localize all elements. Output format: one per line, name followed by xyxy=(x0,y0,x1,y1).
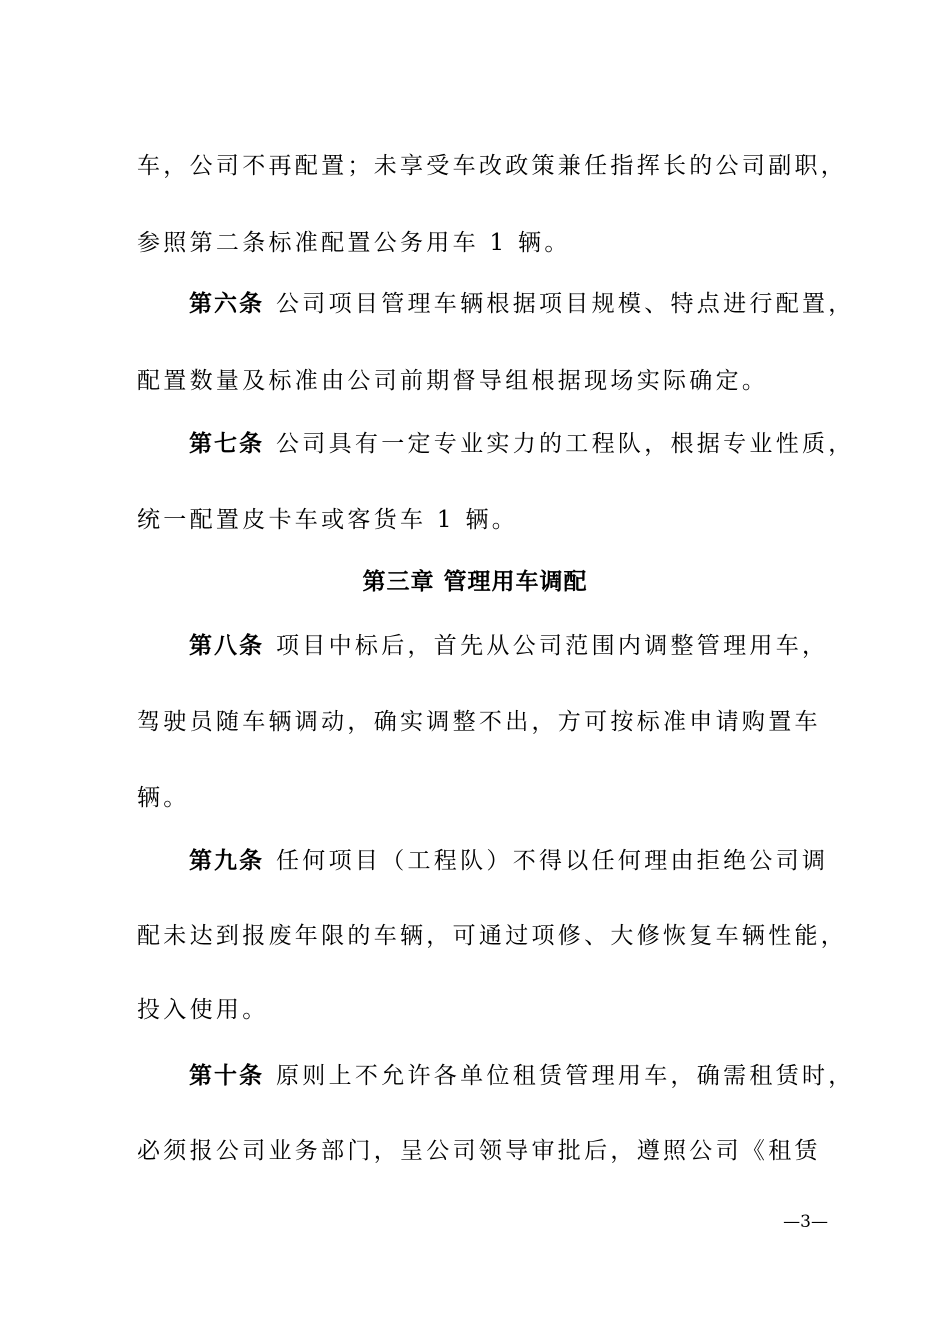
article-7 xyxy=(189,428,855,460)
article-8 xyxy=(189,630,828,662)
article-text: 公司项目管理车辆根据项目规模、特点进行配置， xyxy=(276,291,855,317)
article-number: 第八条 xyxy=(189,633,264,659)
body-line: 必须报公司业务部门，呈公司领导审批后，遵照公司《租赁 xyxy=(137,1138,821,1164)
article-number: 第十条 xyxy=(189,1063,264,1089)
body-line: 配未达到报废年限的车辆，可通过项修、大修恢复车辆性能， xyxy=(137,923,848,949)
article-text: 任何项目（工程队）不得以任何理由拒绝公司调 xyxy=(276,848,829,874)
article-text: 项目中标后，首先从公司范围内调整管理用车， xyxy=(276,633,829,659)
article-number: 第七条 xyxy=(189,431,264,457)
article-text: 公司具有一定专业实力的工程队，根据专业性质， xyxy=(276,431,855,457)
article-9 xyxy=(189,845,828,877)
article-number: 第六条 xyxy=(189,291,264,317)
chapter-heading: 第三章 管理用车调配 xyxy=(362,569,588,595)
body-line: 驾驶员随车辆调动，确实调整不出，方可按标准申请购置车 xyxy=(137,709,821,735)
body-line: 车，公司不再配置；未享受车改政策兼任指挥长的公司副职， xyxy=(137,153,848,179)
body-line: 配置数量及标准由公司前期督导组根据现场实际确定。 xyxy=(137,368,769,394)
article-10 xyxy=(189,1060,855,1092)
body-line: 投入使用。 xyxy=(137,997,269,1023)
page-number: —3— xyxy=(783,1212,828,1232)
article-text: 原则上不允许各单位租赁管理用车，确需租赁时， xyxy=(276,1063,855,1089)
body-line: 辆。 xyxy=(137,785,190,811)
body-line: 参照第二条标准配置公务用车 1 辆。 xyxy=(137,230,571,256)
article-6 xyxy=(189,288,855,320)
body-line: 统一配置皮卡车或客货车 1 辆。 xyxy=(137,507,519,533)
article-number: 第九条 xyxy=(189,848,264,874)
